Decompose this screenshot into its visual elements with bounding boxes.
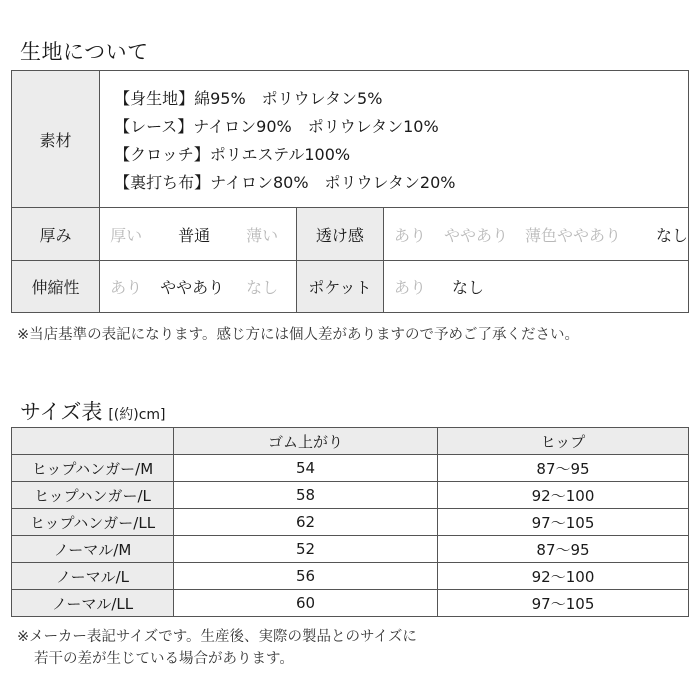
fabric-heading: 生地について: [20, 40, 149, 64]
size-row-label: ノーマル/M: [12, 536, 174, 563]
size-rise-cell: 62: [174, 509, 438, 536]
size-note: [17, 626, 417, 670]
pocket-options: [383, 261, 688, 313]
size-note-line: ※メーカー表記サイズです。生産後、実際の製品とのサイズに: [17, 629, 417, 645]
table-row: [12, 455, 689, 482]
size-table: [11, 427, 689, 617]
table-row: [12, 590, 689, 617]
thickness-option: 薄い: [246, 225, 279, 245]
table-row: [12, 536, 689, 563]
size-rise-cell: 52: [174, 536, 438, 563]
sheerness-options: [383, 208, 688, 261]
size-note-line: 若干の差が生じている場合があります。: [34, 651, 294, 667]
size-hip-cell: 87〜95: [438, 536, 689, 563]
sheerness-option: なし: [655, 225, 688, 245]
size-row-label: ヒップハンガー/L: [12, 482, 174, 509]
size-hip-cell: 97〜105: [438, 590, 689, 617]
size-rise-cell: 54: [174, 455, 438, 482]
stretch-option: あり: [110, 278, 143, 297]
size-hip-cell: 92〜100: [438, 482, 689, 509]
pocket-option: あり: [393, 278, 426, 297]
size-row-label: ノーマル/L: [12, 563, 174, 590]
size-title: サイズ表: [20, 400, 103, 424]
stretch-options: [100, 261, 297, 313]
thickness-options: [100, 208, 297, 261]
size-unit: [(約)cm]: [108, 407, 166, 423]
size-rise-cell: 56: [174, 563, 438, 590]
size-hip-cell: 87〜95: [438, 455, 689, 482]
thickness-option: 厚い: [110, 225, 143, 245]
size-rise-cell: 58: [174, 482, 438, 509]
sheerness-option: あり: [393, 225, 426, 245]
material-label: 素材: [12, 71, 100, 208]
thickness-label: 厚み: [12, 208, 100, 261]
size-header-blank: [12, 428, 174, 455]
fabric-table: [11, 70, 689, 313]
table-row: [12, 563, 689, 590]
size-rise-cell: 60: [174, 590, 438, 617]
sheerness-label: 透け感: [296, 208, 383, 261]
size-row-label: ヒップハンガー/M: [12, 455, 174, 482]
pocket-option: なし: [451, 278, 484, 297]
stretch-option: ややあり: [160, 278, 225, 297]
size-row-label: ヒップハンガー/LL: [12, 509, 174, 536]
stretch-option: なし: [246, 278, 279, 297]
material-line: 【裏打ち布】ナイロン80% ポリウレタン20%: [114, 173, 456, 192]
material-list: [100, 71, 689, 208]
size-header-rise: ゴム上がり: [174, 428, 438, 455]
size-hip-cell: 97〜105: [438, 509, 689, 536]
sheerness-option: ややあり: [443, 225, 508, 245]
size-header-hip: ヒップ: [438, 428, 689, 455]
stretch-label: 伸縮性: [12, 261, 100, 313]
material-line: 【クロッチ】ポリエステル100%: [114, 145, 351, 164]
size-row-label: ノーマル/LL: [12, 590, 174, 617]
sheerness-option: 薄色ややあり: [524, 225, 621, 245]
size-hip-cell: 92〜100: [438, 563, 689, 590]
material-line: 【身生地】綿95% ポリウレタン5%: [114, 89, 383, 108]
fabric-note: ※当店基準の表記になります。感じ方には個人差がありますので予めご了承ください。: [17, 327, 579, 343]
size-heading: [20, 396, 166, 426]
thickness-option: 普通: [178, 225, 211, 245]
material-line: 【レース】ナイロン90% ポリウレタン10%: [114, 117, 439, 136]
table-row: [12, 482, 689, 509]
table-row: [12, 509, 689, 536]
pocket-label: ポケット: [296, 261, 383, 313]
